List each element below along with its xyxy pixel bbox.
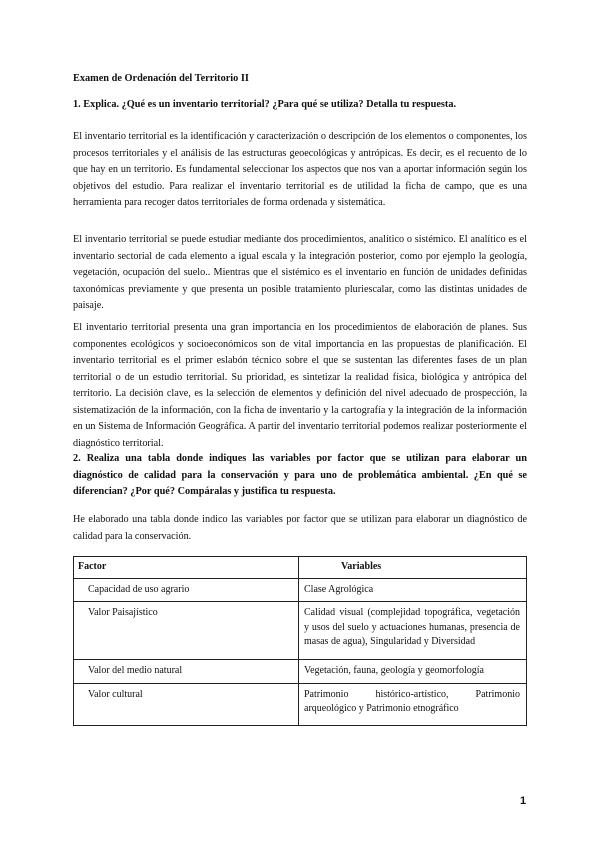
table-row (74, 683, 527, 725)
table-row (74, 659, 527, 683)
document-title: Examen de Ordenación del Territorio II (73, 73, 249, 84)
table-row (74, 578, 527, 602)
header-factor: Factor (74, 557, 299, 579)
table-row (74, 602, 527, 660)
factor-cell: Valor Paisajístico (74, 602, 299, 660)
variables-cell: Patrimonio histórico-artístico, Patrimonio arqueológico y Patrimonio etnográfico (299, 683, 527, 725)
factor-cell: Capacidad de uso agrario (74, 578, 299, 602)
q1-paragraph-3: El inventario territorial presenta una gran importancia en los procedimientos de elaboración de planes. Sus componentes ecológicos y socioeconómicos son de vital importancia en las propuestas de planificación. El inventario territorial es el primer eslabón técnico sobre el que se sustentan las diferentes fases de un plan territorial o de un estudio territorial. Su prioridad, es sintetizar la realidad física, biológica y antrópica del territorio. La decisión clave, es la selección de elementos y definición del nivel adecuado de prospección, la sistematización de la información, con la ficha de inventario y la cartografía y la integración de la información en un Sistema de Información Geográfica. A partir del inventario territorial podemos realizar posteriormente el diagnóstico territorial. (73, 322, 527, 449)
variables-cell: Clase Agrológica (299, 578, 527, 602)
variables-cell: Calidad visual (complejidad topográfica, vegetación y usos del suelo y actuaciones humanas, presencia de masas de agua), Singularidad y Diversidad (299, 602, 527, 660)
header-variables: Variables (299, 557, 527, 579)
factor-cell: Valor del medio natural (74, 659, 299, 683)
q1-paragraph-1: El inventario territorial es la identificación y caracterización o descripción de los elementos o componentes, los procesos territoriales y el análisis de las estructuras geoecológicas y antrópicas. Es decir, es el recuento de lo que hay en un territorio. Es fundamental seleccionar los aspectos que nos van a aportar información según los objetivos del estudio. Para realizar el inventario territorial es de utilidad la ficha de campo, que es una herramienta para recoger datos territoriales de forma ordenada y sistemática. (73, 131, 527, 208)
table-header-row (74, 557, 527, 579)
q1-paragraph-2: El inventario territorial se puede estudiar mediante dos procedimientos, analítico o sistémico. El analítico es el inventario sectorial de cada elemento a igual escala y la integración posterior, como por ejemplo la geología, vegetación, ocupación del suelo.. Mientras que el sistémico es el inventario en función de unidades definidas taxonómicas previamente y que presenta un posible tratamiento pluriescalar, como las distintas unidades de paisaje. (73, 234, 527, 311)
variables-cell: Vegetación, fauna, geología y geomorfología (299, 659, 527, 683)
factor-cell: Valor cultural (74, 683, 299, 725)
question-1-heading: 1. Explica. ¿Qué es un inventario territorial? ¿Para qué se utiliza? Detalla tu respuesta. (73, 99, 457, 110)
q2-intro: He elaborado una tabla donde indico las variables por factor que se utilizan para elaborar un diagnóstico de calidad para la conservación. (73, 514, 527, 542)
factor-variables-table (73, 556, 527, 726)
page-number: 1 (520, 795, 527, 807)
question-2-heading: 2. Realiza una tabla donde indiques las variables por factor que se utilizan para elaborar un diagnóstico de calidad para la conservación y para uno de problemática ambiental. ¿En qué se diferencian? ¿Por qué? Compáralas y justifica tu respuesta. (73, 453, 527, 497)
